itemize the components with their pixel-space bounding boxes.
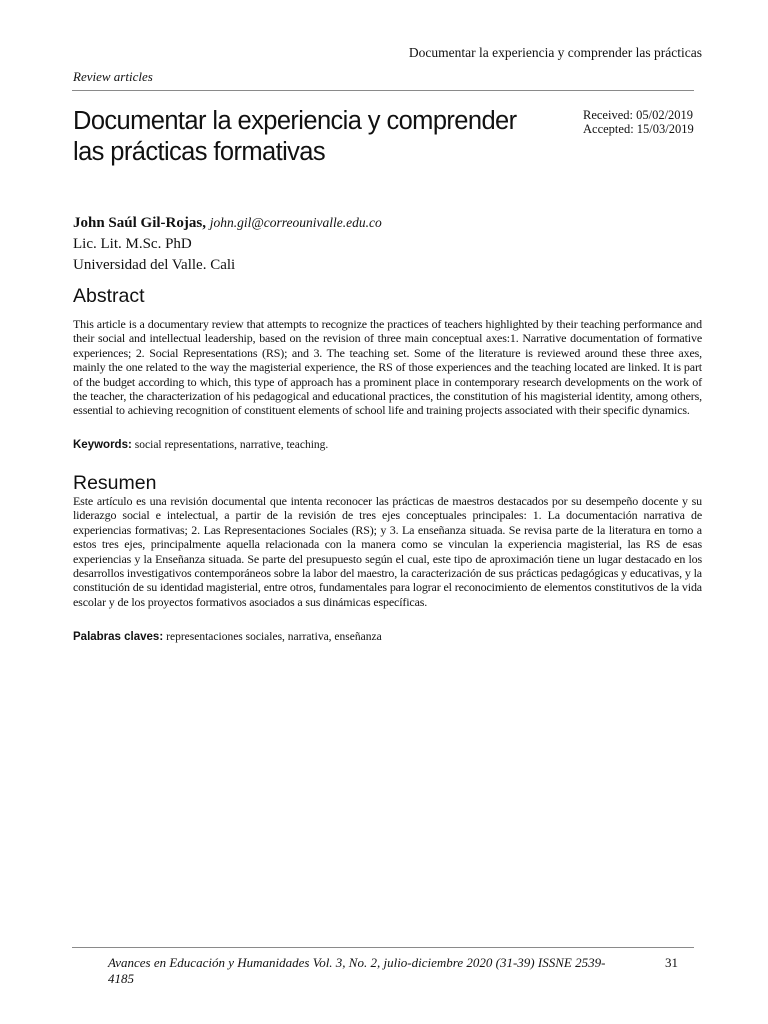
palabras-claves-line — [73, 629, 702, 644]
author-email[interactable]: john.gil@correounivalle.edu.co — [209, 215, 382, 230]
running-title: Documentar la experiencia y comprender las prácticas — [408, 45, 702, 60]
page-number: 31 — [665, 955, 678, 970]
article-title: Documentar la experiencia y comprender las prácticas formativas — [73, 107, 517, 166]
header-rule — [72, 90, 694, 91]
author-name: John Saúl Gil-Rojas, — [73, 215, 206, 231]
article-dates — [583, 108, 694, 136]
abstract-text: This article is a documentary review that attempts to recognize the practices of teachers highlighted by their teaching performance and their social and intellectual leadership, based on the revision of three main conceptual axes:1. Narrative documentation of formative experiences; 2. Social Representations (RS); and 3. The teaching set. Some of the literature is reviewed around these three axes, mainly the one related to the way the magisterial experience, the RS of those experiences and the teaching located are linked. It is part of the budget according to which, this type of approach has a prominent place in contemporary research developments on the work of the teacher, the characterization of his pedagogical and educational practices, the constitution of his magisterial identity, among others, essential to achieving recognition of constituent elements of school life and training projects associated with their specific dynamics. — [73, 317, 702, 418]
resumen-text: Este artículo es una revisión documental que intenta reconocer las prácticas de maestros destacados por su desempeño docente y su liderazgo social e intelectual, a partir de la revisión de tres ejes conceptuales principales: 1. La documentación narrativa de experiencias formativas; 2. Las Representaciones Sociales (RS); y 3. La enseñanza situada. Se revisa parte de la literatura en torno a estos tres ejes, principalmente aquella relacionada con la manera como se vinculan la experiencia magisterial, las RS de esas experiencias y la Enseñanza situada. Se parte del presupuesto según el cual, este tipo de aproximación tiene un lugar destacado en los desarrollos investigativos contemporáneos sobre la labor del maestro, la caracterización de sus prácticas pedagógicas y educativas, y la constitución de su identidad magisterial, entre otros, fundamentales para lograr el reconocimiento de elementos constitutivos de la vida escolar y de los proyectos formativos asociados a sus dinámicas específicas. — [73, 494, 702, 609]
palabras-claves-value: representaciones sociales, narrativa, enseñanza — [166, 631, 382, 643]
keywords-value: social representations, narrative, teaching. — [134, 439, 329, 451]
accepted-date: Accepted: 15/03/2019 — [583, 122, 694, 136]
palabras-claves-label: Palabras claves: — [73, 631, 164, 643]
abstract-heading: Abstract — [73, 285, 145, 307]
footer-citation: Avances en Educación y Humanidades Vol. 3, No. 2, julio-diciembre 2020 (31-39) ISSNE 2539-4185 — [108, 955, 606, 986]
keywords-label: Keywords: — [73, 439, 132, 451]
keywords-line — [73, 437, 702, 452]
author-degrees: Lic. Lit. M.Sc. PhD — [73, 236, 192, 252]
section-label: Review articles — [73, 69, 153, 84]
author-affiliation: Universidad del Valle. Cali — [73, 257, 236, 273]
author-line — [73, 212, 382, 234]
footer-rule — [72, 947, 694, 948]
author-block — [73, 212, 382, 276]
received-date: Received: 05/02/2019 — [583, 108, 694, 122]
resumen-heading: Resumen — [73, 472, 157, 494]
